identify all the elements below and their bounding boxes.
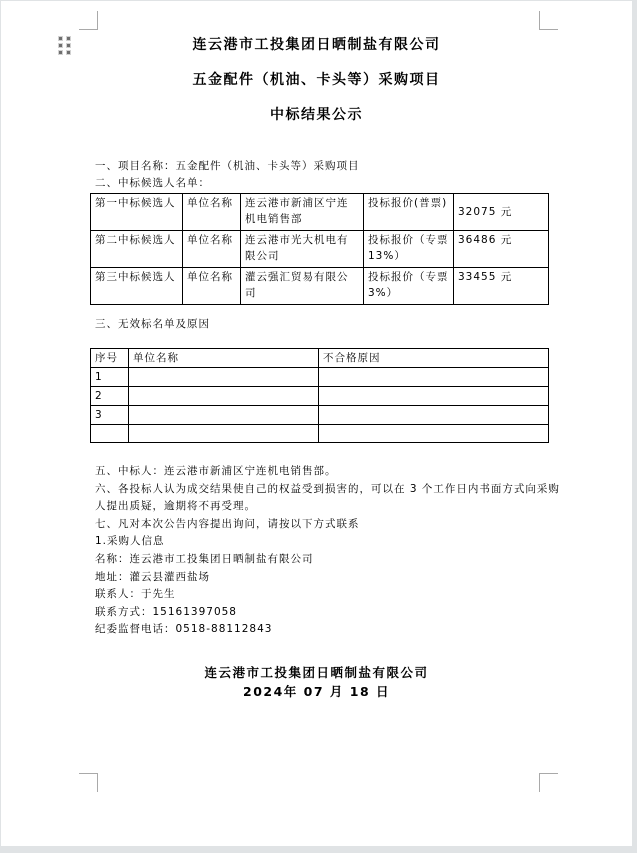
table-row [91, 231, 549, 268]
candidate-rank-cell: 第二中标候选人 [91, 231, 183, 268]
purchaser-info-heading: 1.采购人信息 [95, 535, 165, 548]
purchaser-address: 地址：灌云县灌西盐场 [95, 570, 210, 583]
table-row [91, 268, 549, 305]
supervision-phone: 纪委监督电话：0518-88112843 [95, 623, 273, 636]
section-7-contact-heading: 七、凡对本次公告内容提出询问，请按以下方式联系 [95, 517, 360, 530]
section-5-winner: 五、中标人：连云港市新浦区宁连机电销售部。 [95, 465, 337, 477]
section-1-project-name: 一、项目名称：五金配件（机油、卡头等）采购项目 [95, 160, 360, 172]
table-header-row [91, 349, 549, 368]
unit-cell [129, 406, 319, 425]
unit-cell [129, 425, 319, 443]
title-line-company: 连云港市工投集团日晒制盐有限公司 [192, 37, 441, 53]
company-name-cell: 连云港市新浦区宁连机电销售部 [241, 194, 364, 231]
bid-candidates-table [90, 193, 549, 305]
unit-cell [129, 387, 319, 406]
seq-cell: 3 [91, 406, 129, 425]
price-value-cell: 33455 元 [454, 268, 549, 305]
document-page [1, 1, 632, 846]
company-name-cell: 灌云强汇贸易有限公司 [241, 268, 364, 305]
column-header-unit: 单位名称 [129, 349, 319, 368]
unit-cell [129, 368, 319, 387]
margin-crop-mark-bottom-right [539, 773, 558, 792]
section-3-invalid-bids-heading: 三、无效标名单及原因 [95, 318, 210, 330]
table-row [91, 368, 549, 387]
candidate-rank-cell: 第三中标候选人 [91, 268, 183, 305]
section-6-objection-line1: 六、各投标人认为成交结果使自己的权益受到损害的，可以在 3 个工作日内书面方式向采购 [95, 482, 560, 495]
closing-sections-block [95, 463, 573, 639]
title-line-announcement: 中标结果公示 [270, 107, 363, 123]
purchaser-name: 名称：连云港市工投集团日晒制盐有限公司 [95, 552, 314, 565]
reason-cell [319, 406, 549, 425]
table-row [91, 387, 549, 406]
purchaser-phone: 联系方式：15161397058 [95, 605, 237, 618]
unit-name-label-cell: 单位名称 [183, 231, 241, 268]
column-header-seq: 序号 [91, 349, 129, 368]
invalid-bids-table [90, 348, 549, 443]
company-name-cell: 连云港市光大机电有限公司 [241, 231, 364, 268]
price-label-cell: 投标报价（专票13%） [364, 231, 454, 268]
price-value-cell: 36486 元 [454, 231, 549, 268]
unit-name-label-cell: 单位名称 [183, 268, 241, 305]
section-6-objection-line2: 人提出质疑，逾期将不再受理。 [95, 500, 256, 513]
seq-cell: 1 [91, 368, 129, 387]
price-label-cell: 投标报价(普票) [364, 194, 454, 231]
document-title-block [1, 28, 632, 133]
table-row [91, 425, 549, 443]
reason-cell [319, 387, 549, 406]
price-label-cell: 投标报价（专票3%） [364, 268, 454, 305]
unit-name-label-cell: 单位名称 [183, 194, 241, 231]
column-header-reason: 不合格原因 [319, 349, 549, 368]
signature-date: 2024年 07 月 18 日 [243, 683, 390, 699]
signature-company: 连云港市工投集团日晒制盐有限公司 [204, 665, 429, 680]
reason-cell [319, 368, 549, 387]
table-row [91, 406, 549, 425]
table-row [91, 194, 549, 231]
title-line-project: 五金配件（机油、卡头等）采购项目 [192, 72, 441, 88]
price-value-cell: 32075 元 [454, 194, 549, 231]
purchaser-contact-person: 联系人：于先生 [95, 588, 176, 601]
reason-cell [319, 425, 549, 443]
seq-cell [91, 425, 129, 443]
margin-crop-mark-bottom-left [79, 773, 98, 792]
candidate-rank-cell: 第一中标候选人 [91, 194, 183, 231]
signature-block [1, 664, 632, 701]
section-2-candidate-list-heading: 二、中标候选人名单： [95, 177, 210, 189]
seq-cell: 2 [91, 387, 129, 406]
